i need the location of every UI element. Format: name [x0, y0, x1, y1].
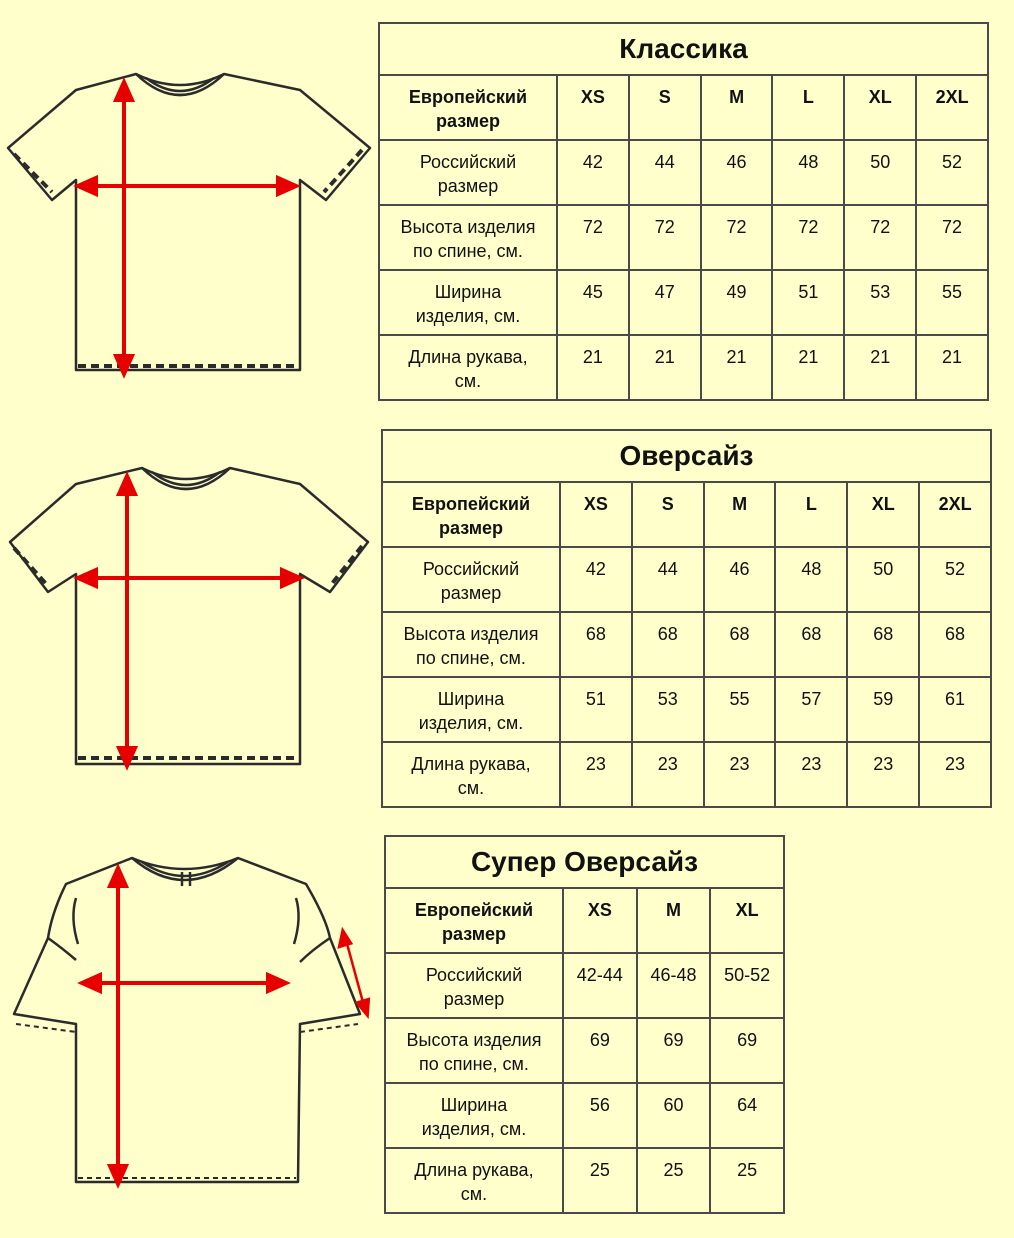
size-header: 2XL — [916, 75, 988, 140]
table-cell: 64 — [710, 1083, 784, 1148]
header-label: Европейский размер — [382, 482, 560, 547]
header-label: Европейский размер — [379, 75, 557, 140]
size-header: M — [701, 75, 773, 140]
row-label: Высота изделия по спине, см. — [385, 1018, 563, 1083]
tshirt-classic-icon — [0, 60, 380, 390]
table-cell: 53 — [844, 270, 916, 335]
table-cell: 72 — [557, 205, 629, 270]
table-cell: 49 — [701, 270, 773, 335]
table-cell: 68 — [560, 612, 632, 677]
table-cell: 21 — [557, 335, 629, 400]
tshirt-super-oversize-icon — [0, 848, 380, 1198]
row-label: Ширина изделия, см. — [379, 270, 557, 335]
row-label: Длина рукава, см. — [385, 1148, 563, 1213]
table-cell: 68 — [632, 612, 704, 677]
table-cell: 72 — [772, 205, 844, 270]
size-table-super-oversize — [384, 835, 785, 1214]
table-row — [379, 140, 988, 205]
table-row — [385, 953, 784, 1018]
table-cell: 42 — [557, 140, 629, 205]
size-header: XL — [844, 75, 916, 140]
row-label: Российский размер — [379, 140, 557, 205]
table-cell: 45 — [557, 270, 629, 335]
table-row — [385, 1083, 784, 1148]
table-cell: 68 — [704, 612, 776, 677]
table-cell: 46 — [701, 140, 773, 205]
table-row — [379, 335, 988, 400]
table-cell: 56 — [563, 1083, 637, 1148]
row-label: Длина рукава, см. — [379, 335, 557, 400]
size-header: 2XL — [919, 482, 991, 547]
table-cell: 50 — [844, 140, 916, 205]
table-title: Оверсайз — [382, 430, 991, 482]
row-label: Высота изделия по спине, см. — [382, 612, 560, 677]
table-cell: 50 — [847, 547, 919, 612]
size-header: L — [772, 75, 844, 140]
table-row — [382, 547, 991, 612]
table-cell: 21 — [916, 335, 988, 400]
table-cell: 23 — [560, 742, 632, 807]
row-label: Российский размер — [385, 953, 563, 1018]
size-header: L — [775, 482, 847, 547]
row-label: Ширина изделия, см. — [385, 1083, 563, 1148]
table-row — [385, 1148, 784, 1213]
table-cell: 69 — [637, 1018, 711, 1083]
size-header: M — [704, 482, 776, 547]
table-cell: 25 — [710, 1148, 784, 1213]
table-cell: 68 — [775, 612, 847, 677]
table-cell: 48 — [772, 140, 844, 205]
table-cell: 44 — [629, 140, 701, 205]
table-cell: 55 — [916, 270, 988, 335]
table-cell: 51 — [560, 677, 632, 742]
size-header: XL — [710, 888, 784, 953]
table-cell: 23 — [847, 742, 919, 807]
table-cell: 46 — [704, 547, 776, 612]
table-cell: 25 — [563, 1148, 637, 1213]
row-label: Длина рукава, см. — [382, 742, 560, 807]
table-cell: 57 — [775, 677, 847, 742]
table-cell: 42-44 — [563, 953, 637, 1018]
row-label: Высота изделия по спине, см. — [379, 205, 557, 270]
table-cell: 21 — [629, 335, 701, 400]
size-header: XL — [847, 482, 919, 547]
table-cell: 61 — [919, 677, 991, 742]
table-cell: 47 — [629, 270, 701, 335]
table-row — [382, 677, 991, 742]
row-label: Российский размер — [382, 547, 560, 612]
table-cell: 42 — [560, 547, 632, 612]
table-cell: 21 — [772, 335, 844, 400]
table-cell: 72 — [701, 205, 773, 270]
size-header: XS — [560, 482, 632, 547]
table-cell: 55 — [704, 677, 776, 742]
table-cell: 72 — [844, 205, 916, 270]
size-table-oversize — [381, 429, 992, 808]
table-row — [385, 1018, 784, 1083]
table-cell: 72 — [916, 205, 988, 270]
table-cell: 68 — [919, 612, 991, 677]
size-header: S — [632, 482, 704, 547]
table-cell: 59 — [847, 677, 919, 742]
table-cell: 52 — [919, 547, 991, 612]
size-header: M — [637, 888, 711, 953]
table-cell: 52 — [916, 140, 988, 205]
table-cell: 23 — [632, 742, 704, 807]
table-cell: 21 — [844, 335, 916, 400]
table-cell: 60 — [637, 1083, 711, 1148]
table-row — [379, 270, 988, 335]
table-cell: 51 — [772, 270, 844, 335]
table-cell: 44 — [632, 547, 704, 612]
table-row — [379, 205, 988, 270]
table-cell: 69 — [710, 1018, 784, 1083]
table-cell: 53 — [632, 677, 704, 742]
row-label: Ширина изделия, см. — [382, 677, 560, 742]
table-cell: 46-48 — [637, 953, 711, 1018]
table-cell: 25 — [637, 1148, 711, 1213]
table-title: Супер Оверсайз — [385, 836, 784, 888]
table-cell: 69 — [563, 1018, 637, 1083]
table-title: Классика — [379, 23, 988, 75]
table-cell: 23 — [919, 742, 991, 807]
size-header: XS — [557, 75, 629, 140]
table-cell: 50-52 — [710, 953, 784, 1018]
size-header: XS — [563, 888, 637, 953]
table-row — [382, 612, 991, 677]
table-cell: 48 — [775, 547, 847, 612]
table-cell: 72 — [629, 205, 701, 270]
tshirt-oversize-icon — [0, 458, 380, 778]
table-cell: 23 — [775, 742, 847, 807]
header-label: Европейский размер — [385, 888, 563, 953]
table-row — [382, 742, 991, 807]
size-header: S — [629, 75, 701, 140]
size-table-classic — [378, 22, 989, 401]
table-cell: 21 — [701, 335, 773, 400]
table-cell: 68 — [847, 612, 919, 677]
table-cell: 23 — [704, 742, 776, 807]
